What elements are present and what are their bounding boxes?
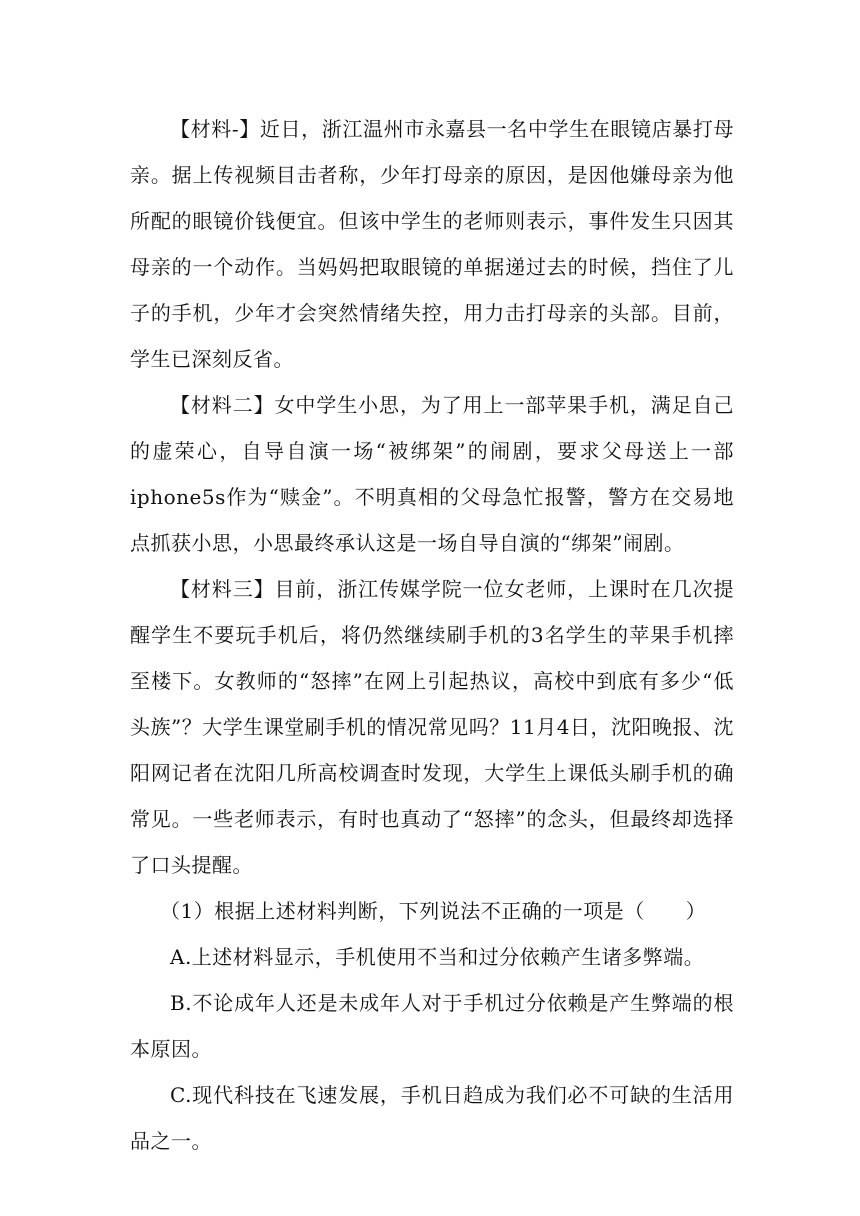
- document-body: [130, 106, 734, 1164]
- material-2-paragraph: 【材料二】女中学生小思，为了用上一部苹果手机，满足自己的虚荣心，自导自演一场“被绑架”的闹剧，要求父母送上一部iphone5s作为“赎金”。不明真相的父母急忙报警，警方在交易地点抓获小思，小思最终承认这是一场自导自演的“绑架”闹剧。: [130, 393, 734, 555]
- material-3-paragraph: 【材料三】目前，浙江传媒学院一位女老师，上课时在几次提醒学生不要玩手机后，将仍然继续刷手机的3名学生的苹果手机摔至楼下。女教师的“怒摔”在网上引起热议，高校中到底有多少“低头族”？大学生课堂刷手机的情况常见吗？11月4日，沈阳晚报、沈阳网记者在沈阳几所高校调查时发现，大学生上课低头刷手机的确常见。一些老师表示，有时也真动了“怒摔”的念头，但最终却选择了口头提醒。: [130, 577, 734, 877]
- option-a: A.上述材料显示，手机使用不当和过分依赖产生诸多弊端。: [170, 945, 705, 969]
- option-b: B.不论成年人还是未成年人对于手机过分依赖是产生弊端的根本原因。: [130, 991, 734, 1061]
- option-c: C.现代科技在飞速发展，手机日趋成为我们必不可缺的生活用品之一。: [130, 1083, 734, 1153]
- question-stem: （1）根据上述材料判断，下列说法不正确的一项是（ ）: [160, 899, 707, 923]
- material-1-paragraph: 【材料-】近日，浙江温州市永嘉县一名中学生在眼镜店暴打母亲。据上传视频目击者称，少年打母亲的原因，是因他嫌母亲为他所配的眼镜价钱便宜。但该中学生的老师则表示，事件发生只因其母亲的一个动作。当妈妈把取眼镜的单据递过去的时候，挡住了儿子的手机，少年才会突然情绪失控，用力击打母亲的头部。目前，学生已深刻反省。: [130, 117, 734, 371]
